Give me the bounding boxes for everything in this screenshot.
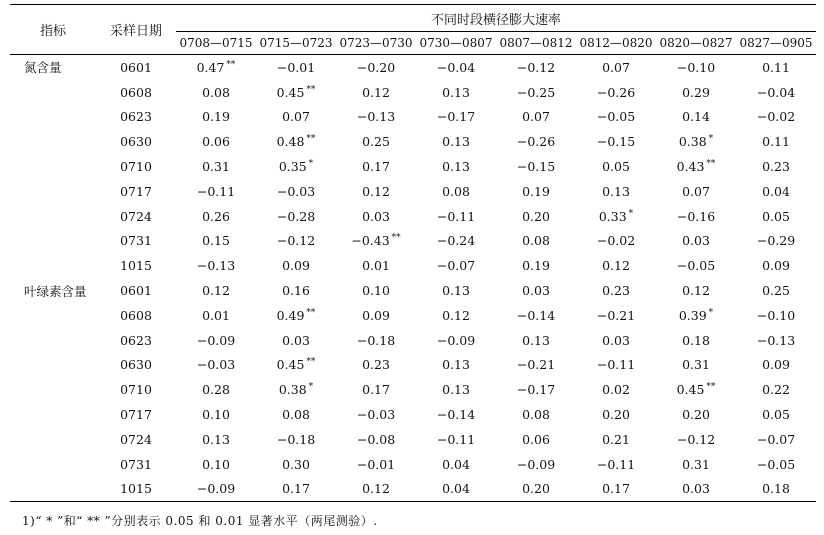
correlation-cell: −0.11	[436, 431, 476, 447]
correlation-cell: 0.38 *	[678, 134, 714, 150]
correlation-cell: −0.12	[516, 59, 556, 75]
correlation-cell: 0.08	[522, 233, 550, 249]
table-row	[10, 402, 816, 427]
row-sampling-date: 0608	[120, 307, 152, 323]
correlation-cell: −0.12	[676, 431, 716, 447]
correlation-cell: 0.17	[282, 481, 310, 497]
table-row	[10, 129, 816, 154]
correlation-cell: 0.49 **	[276, 307, 316, 323]
row-sampling-date: 0623	[120, 109, 152, 125]
correlation-cell: 0.04	[442, 456, 470, 472]
correlation-cell: 0.45 **	[276, 357, 316, 373]
correlation-cell: −0.25	[516, 84, 556, 100]
header-period: 0708—0715	[179, 36, 253, 50]
table-row	[10, 253, 816, 278]
correlation-cell: 0.07	[282, 109, 310, 125]
correlation-cell: −0.05	[756, 456, 796, 472]
correlation-cell: 0.25	[762, 283, 790, 299]
correlation-cell: −0.17	[436, 109, 476, 125]
correlation-cell: 0.43 **	[676, 159, 716, 175]
correlation-cell: 0.20	[602, 407, 630, 423]
table-row	[10, 179, 816, 204]
correlation-cell: 0.03	[362, 208, 390, 224]
correlation-cell: 0.10	[202, 407, 230, 423]
correlation-cell: −0.10	[676, 59, 716, 75]
header-period: 0807—0812	[499, 36, 573, 50]
table-row	[10, 377, 816, 402]
row-indicator	[10, 179, 96, 204]
row-indicator: 叶绿素含量	[24, 283, 87, 299]
table-row	[10, 452, 816, 477]
significance-mark: *	[308, 382, 314, 393]
correlation-cell: 0.06	[202, 134, 230, 150]
row-indicator	[10, 377, 96, 402]
correlation-cell: 0.19	[522, 183, 550, 199]
correlation-cell: 0.08	[202, 84, 230, 100]
correlation-cell: −0.13	[196, 258, 236, 274]
correlation-cell: 0.38 *	[278, 382, 314, 398]
correlation-cell: 0.13	[602, 183, 630, 199]
correlation-cell: 0.12	[602, 258, 630, 274]
correlation-cell: −0.11	[436, 208, 476, 224]
correlation-cell: 0.01	[202, 307, 230, 323]
row-sampling-date: 0731	[120, 233, 152, 249]
correlation-cell: −0.26	[516, 134, 556, 150]
correlation-cell: 0.13	[522, 332, 550, 348]
significance-mark: *	[708, 134, 714, 145]
correlation-cell: 0.07	[682, 183, 710, 199]
correlation-cell: −0.02	[756, 109, 796, 125]
header-period: 0812—0820	[579, 36, 653, 50]
correlation-cell: 0.05	[762, 407, 790, 423]
correlation-cell: −0.11	[596, 456, 636, 472]
correlation-cell: −0.29	[756, 233, 796, 249]
row-sampling-date: 1015	[120, 258, 152, 274]
correlation-cell: 0.03	[682, 481, 710, 497]
footnote: 1)“ * ”和“ ** ”分别表示 0.05 和 0.01 显著水平（两尾测验）.	[22, 514, 378, 528]
row-sampling-date: 1015	[120, 481, 152, 497]
row-indicator	[10, 452, 96, 477]
table-row	[10, 303, 816, 328]
correlation-cell: 0.17	[362, 159, 390, 175]
correlation-cell: 0.17	[602, 481, 630, 497]
correlation-cell: 0.10	[202, 456, 230, 472]
correlation-cell: 0.08	[282, 407, 310, 423]
correlation-cell: 0.13	[442, 357, 470, 373]
correlation-cell: −0.12	[276, 233, 316, 249]
correlation-cell: 0.12	[682, 283, 710, 299]
correlation-cell: 0.18	[762, 481, 790, 497]
correlation-cell: −0.11	[596, 357, 636, 373]
row-sampling-date: 0623	[120, 332, 152, 348]
correlation-cell: −0.09	[436, 332, 476, 348]
correlation-cell: 0.22	[762, 382, 790, 398]
correlation-cell: −0.16	[676, 208, 716, 224]
correlation-cell: 0.19	[202, 109, 230, 125]
correlation-cell: 0.35 *	[278, 159, 314, 175]
row-indicator	[10, 477, 96, 502]
correlation-cell: −0.09	[516, 456, 556, 472]
row-indicator	[10, 105, 96, 130]
correlation-cell: −0.13	[756, 332, 796, 348]
correlation-cell: 0.05	[762, 208, 790, 224]
correlation-cell: 0.12	[202, 283, 230, 299]
correlation-cell: 0.29	[682, 84, 710, 100]
correlation-cell: −0.13	[356, 109, 396, 125]
correlation-cell: −0.04	[756, 84, 796, 100]
correlation-cell: −0.18	[356, 332, 396, 348]
correlation-cell: 0.07	[602, 59, 630, 75]
table-row	[10, 328, 816, 353]
correlation-cell: 0.23	[602, 283, 630, 299]
header-indicator: 指标	[10, 5, 96, 55]
table-row	[10, 154, 816, 179]
row-indicator	[10, 253, 96, 278]
correlation-cell: −0.09	[196, 481, 236, 497]
table-row	[10, 105, 816, 130]
table-row	[10, 427, 816, 452]
correlation-cell: 0.13	[442, 84, 470, 100]
header-period: 0723—0730	[339, 36, 413, 50]
correlation-cell: 0.09	[282, 258, 310, 274]
row-sampling-date: 0630	[120, 134, 152, 150]
row-sampling-date: 0601	[120, 283, 152, 299]
row-indicator	[10, 353, 96, 378]
correlation-cell: 0.30	[282, 456, 310, 472]
row-indicator	[10, 80, 96, 105]
significance-mark: **	[226, 59, 236, 70]
correlation-cell: −0.01	[356, 456, 396, 472]
correlation-cell: −0.21	[516, 357, 556, 373]
correlation-cell: −0.15	[516, 159, 556, 175]
row-sampling-date: 0710	[120, 382, 152, 398]
header-period-group: 不同时段横径膨大速率	[176, 5, 816, 32]
row-indicator	[10, 328, 96, 353]
correlation-cell: 0.09	[362, 307, 390, 323]
correlation-cell: 0.04	[762, 183, 790, 199]
significance-mark: **	[306, 307, 316, 318]
correlation-cell: 0.17	[362, 382, 390, 398]
correlation-cell: 0.07	[522, 109, 550, 125]
header-sampling-date: 采样日期	[96, 5, 176, 55]
correlation-cell: 0.11	[762, 59, 790, 75]
correlation-cell: −0.24	[436, 233, 476, 249]
correlation-cell: −0.28	[276, 208, 316, 224]
correlation-cell: 0.13	[442, 283, 470, 299]
table-row	[10, 55, 816, 80]
correlation-cell: 0.03	[682, 233, 710, 249]
correlation-cell: −0.07	[436, 258, 476, 274]
correlation-cell: 0.20	[522, 208, 550, 224]
correlation-cell: −0.14	[436, 407, 476, 423]
correlation-cell: 0.14	[682, 109, 710, 125]
correlation-cell: −0.17	[516, 382, 556, 398]
correlation-cell: 0.05	[602, 159, 630, 175]
correlation-cell: 0.02	[602, 382, 630, 398]
correlation-cell: 0.13	[442, 382, 470, 398]
significance-mark: **	[706, 159, 716, 169]
correlation-cell: 0.28	[202, 382, 230, 398]
correlation-cell: 0.15	[202, 233, 230, 249]
table-row	[10, 204, 816, 229]
header-period: 0715—0723	[259, 36, 333, 50]
row-indicator	[10, 204, 96, 229]
row-indicator	[10, 229, 96, 254]
correlation-cell: −0.03	[196, 357, 236, 373]
row-indicator: 氮含量	[24, 60, 62, 76]
correlation-cell: 0.08	[522, 407, 550, 423]
significance-mark: *	[708, 307, 714, 318]
correlation-cell: 0.45 **	[676, 382, 716, 398]
correlation-cell: −0.02	[596, 233, 636, 249]
correlation-cell: 0.03	[522, 283, 550, 299]
row-indicator	[10, 427, 96, 452]
correlation-table	[10, 4, 816, 502]
correlation-cell: −0.08	[356, 431, 396, 447]
table-row	[10, 353, 816, 378]
table-row	[10, 278, 816, 303]
correlation-cell: −0.21	[596, 307, 636, 323]
significance-mark: **	[706, 382, 716, 393]
correlation-cell: 0.33 *	[598, 208, 634, 224]
correlation-cell: −0.26	[596, 84, 636, 100]
correlation-cell: 0.12	[362, 84, 390, 100]
correlation-cell: −0.11	[196, 183, 236, 199]
correlation-cell: −0.05	[676, 258, 716, 274]
correlation-cell: 0.47 **	[196, 59, 236, 75]
significance-mark: **	[306, 357, 316, 368]
header-period: 0820—0827	[659, 36, 733, 50]
row-sampling-date: 0601	[120, 59, 152, 75]
correlation-cell: 0.03	[282, 332, 310, 348]
correlation-cell: 0.12	[442, 307, 470, 323]
correlation-table-container	[10, 4, 816, 502]
table-row	[10, 80, 816, 105]
correlation-cell: 0.09	[762, 357, 790, 373]
row-sampling-date: 0717	[120, 183, 152, 199]
correlation-cell: 0.31	[202, 159, 230, 175]
correlation-cell: 0.13	[442, 134, 470, 150]
row-indicator	[10, 129, 96, 154]
correlation-cell: −0.05	[596, 109, 636, 125]
correlation-cell: 0.19	[522, 258, 550, 274]
row-sampling-date: 0731	[120, 456, 152, 472]
correlation-cell: 0.13	[442, 159, 470, 175]
row-indicator	[10, 402, 96, 427]
correlation-cell: 0.13	[202, 431, 230, 447]
significance-mark: **	[391, 233, 401, 244]
correlation-cell: 0.04	[442, 481, 470, 497]
correlation-cell: 0.21	[602, 431, 630, 447]
correlation-cell: −0.10	[756, 307, 796, 323]
correlation-cell: −0.15	[596, 134, 636, 150]
row-sampling-date: 0717	[120, 407, 152, 423]
row-sampling-date: 0630	[120, 357, 152, 373]
correlation-cell: 0.12	[362, 183, 390, 199]
correlation-cell: 0.20	[522, 481, 550, 497]
correlation-cell: 0.11	[762, 134, 790, 150]
row-sampling-date: 0724	[120, 431, 152, 447]
correlation-cell: −0.14	[516, 307, 556, 323]
correlation-cell: 0.01	[362, 258, 390, 274]
correlation-cell: 0.16	[282, 283, 310, 299]
header-period: 0827—0905	[739, 36, 813, 50]
correlation-cell: 0.03	[602, 332, 630, 348]
correlation-cell: −0.07	[756, 431, 796, 447]
table-body	[10, 55, 816, 502]
correlation-cell: 0.45 **	[276, 84, 316, 100]
correlation-cell: 0.26	[202, 208, 230, 224]
correlation-cell: 0.23	[762, 159, 790, 175]
correlation-cell: −0.04	[436, 59, 476, 75]
significance-mark: **	[306, 134, 316, 145]
correlation-cell: 0.09	[762, 258, 790, 274]
significance-mark: *	[628, 208, 634, 219]
correlation-cell: 0.48 **	[276, 134, 316, 150]
correlation-cell: 0.23	[362, 357, 390, 373]
correlation-cell: 0.10	[362, 283, 390, 299]
correlation-cell: −0.03	[276, 183, 316, 199]
correlation-cell: 0.39 *	[678, 307, 714, 323]
row-sampling-date: 0710	[120, 159, 152, 175]
correlation-cell: 0.06	[522, 431, 550, 447]
table-row	[10, 477, 816, 502]
row-indicator	[10, 154, 96, 179]
row-sampling-date: 0724	[120, 208, 152, 224]
correlation-cell: −0.20	[356, 59, 396, 75]
header-period: 0730—0807	[419, 36, 493, 50]
row-indicator	[10, 303, 96, 328]
correlation-cell: 0.20	[682, 407, 710, 423]
correlation-cell: −0.18	[276, 431, 316, 447]
correlation-cell: 0.25	[362, 134, 390, 150]
table-row	[10, 229, 816, 254]
significance-mark: **	[306, 84, 316, 95]
correlation-cell: −0.03	[356, 407, 396, 423]
correlation-cell: 0.31	[682, 456, 710, 472]
correlation-cell: 0.08	[442, 183, 470, 199]
correlation-cell: −0.09	[196, 332, 236, 348]
row-sampling-date: 0608	[120, 84, 152, 100]
correlation-cell: −0.43 **	[351, 233, 401, 249]
significance-mark: *	[308, 159, 314, 169]
correlation-cell: 0.18	[682, 332, 710, 348]
correlation-cell: −0.01	[276, 59, 316, 75]
correlation-cell: 0.12	[362, 481, 390, 497]
correlation-cell: 0.31	[682, 357, 710, 373]
